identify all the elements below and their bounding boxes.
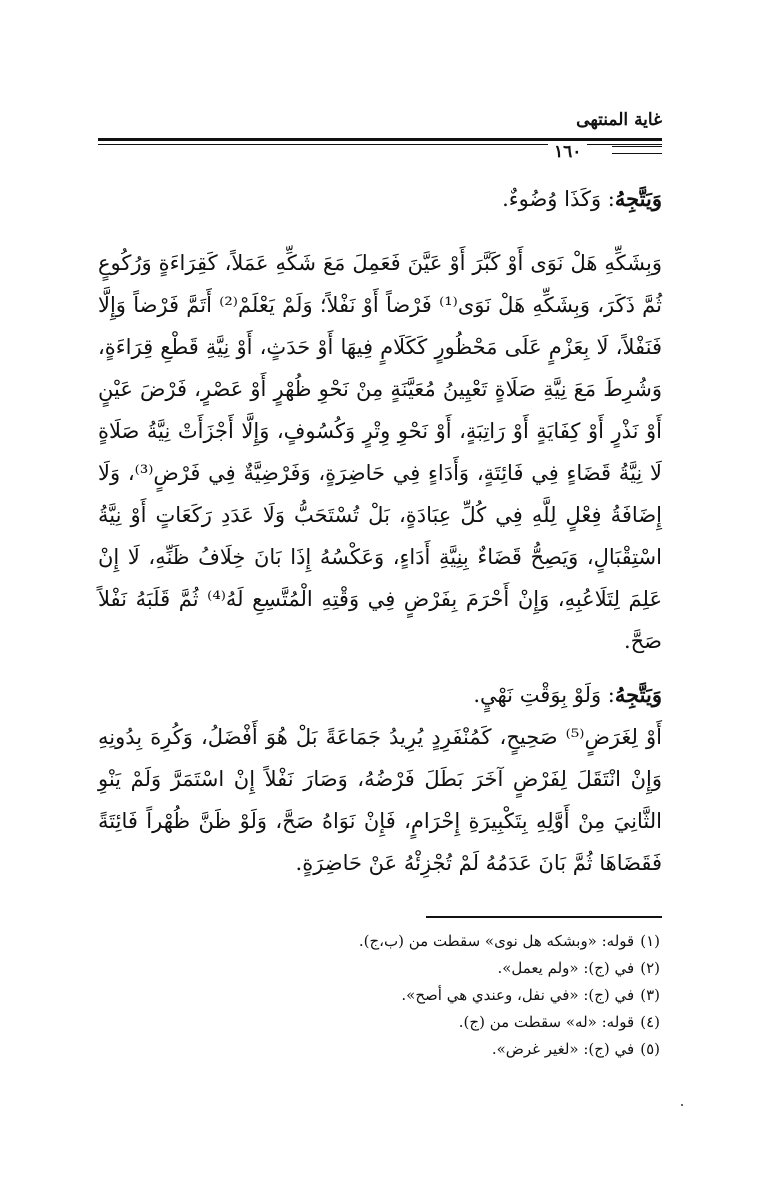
paragraph-2: أَوْ لِغَرَضٍ⁽⁵⁾ صَحِيحٍ، كَمُنْفَرِدٍ يُرِيدُ جَمَاعَةً بَلْ هُوَ أَفْضَلُ، وَكُرِهَ بِدُونِهِ وَإِنْ انْتَقَلَ لِفَرْضٍ آخَرَ بَطَلَ فَرْضُهُ، وَصَارَ نَفْلاً إِنْ اسْتَمَرَّ وَلَمْ يَنْوِ الثَّانِيَ مِنْ أَوَّلِهِ بِتَكْبِيرَةِ إِحْرَامٍ، فَإِنْ نَوَاهُ صَحَّ، وَلَوْ ظَنَّ ظُهْراً فَائِتَةً فَقَضَاهَا ثُمَّ بَانَ عَدَمُهُ لَمْ تُجْزِئْهُ عَنْ حَاضِرَةٍ. (98, 725, 662, 875)
footnote-item (100, 955, 660, 982)
footnote-text: قوله: «له» سقطت من (ج). (458, 1013, 635, 1031)
matn-label-1: وَيَتَّجِهُ (614, 186, 662, 211)
page-number-ornament (612, 146, 662, 154)
footnote-text: في (ج): «ولم يعمل». (497, 959, 635, 977)
footnotes (100, 928, 660, 1063)
page-number: ١٦٠ (548, 142, 587, 162)
footnote-number: (٢) (640, 959, 660, 977)
footnote-item (100, 1009, 660, 1036)
footnote-item (100, 928, 660, 955)
scan-speck (681, 1104, 683, 1106)
header-rule-thick (98, 138, 662, 141)
footnote-number: (٤) (640, 1013, 660, 1031)
footnote-text: في (ج): «في نفل، وعندي هي أصح». (401, 986, 635, 1004)
footnote-text: قوله: «وبشكه هل نوى» سقطت من (ب،ج). (358, 932, 635, 950)
matn-label-2: وَيَتَّجِهُ (614, 682, 662, 707)
matn-text-2: : وَلَوْ بِوَقْتِ نَهْيٍ. (473, 683, 615, 707)
matn-text-1: : وَكَذَا وُضُوءٌ. (502, 187, 615, 211)
running-head-title: غاية المنتهى (576, 110, 662, 130)
footnote-text: في (ج): «لغير غرض». (491, 1040, 635, 1058)
footnote-number: (٥) (640, 1040, 660, 1058)
footnote-item (100, 982, 660, 1009)
footnote-number: (١) (640, 932, 660, 950)
footnote-separator (426, 916, 662, 918)
matn-block-2 (98, 674, 662, 716)
paragraph-1: وَبِشَكِّهِ هَلْ نَوَى أَوْ كَبَّرَ أَوْ عَيَّنَ فَعَمِلَ مَعَ شَكِّهِ عَمَلاً، كَقِرَاءَةٍ وَرُكُوعٍ ثُمَّ ذَكَرَ، وَبِشَكِّهِ هَلْ نَوَى⁽¹⁾ فَرْضاً أَوْ نَفْلاً؛ وَلَمْ يَعْلَمْ⁽²⁾ أَتَمَّ فَرْضاً وَإِلَّا فَنَفْلاً، لَا بِعَزْمٍ عَلَى مَحْظُورٍ كَكَلَامٍ فِيهَا أَوْ حَدَثٍ، أَوْ نِيَّةِ قَطْعِ قِرَاءَةٍ، وَشُرِطَ مَعَ نِيَّةِ صَلَاةٍ تَعْيِينُ مُعَيَّنَةٍ مِنْ نَحْوِ ظُهْرٍ أَوْ عَصْرٍ، فَرْضَ عَيْنٍ أَوْ نَذْرٍ أَوْ كِفَايَةٍ أَوْ رَاتِبَةٍ، أَوْ نَحْوِ وِتْرٍ وَكُسُوفٍ، وَإِلَّا أَجْزَأَتْ نِيَّةُ صَلَاةٍ لَا نِيَّةُ قَضَاءٍ فِي فَائِتَةٍ، وَأَدَاءٍ فِي حَاضِرَةٍ، وَفَرْضِيَّةٌ فِي فَرْضٍ⁽³⁾، وَلَا إِضَافَةُ فِعْلٍ لِلَّهِ فِي كُلِّ عِبَادَةٍ، بَلْ تُسْتَحَبُّ وَلَا عَدَدِ رَكَعَاتٍ أَوْ نِيَّةُ اسْتِقْبَالٍ، وَيَصِحُّ قَضَاءٌ بِنِيَّةِ أَدَاءٍ، وَعَكْسُهُ إِذَا بَانَ خِلَافُ ظَنِّهِ، لَا إِنْ عَلِمَ لِتَلَاعُبِهِ، وَإِنْ أَحْرَمَ بِفَرْضٍ فِي وَقْتِهِ الْمُتَّسِعِ لَهُ⁽⁴⁾ ثُمَّ قَلَبَهُ نَفْلاً صَحَّ. (98, 251, 663, 653)
footnote-number: (٣) (640, 986, 660, 1004)
matn-block-1 (98, 178, 662, 220)
footnote-item (100, 1036, 660, 1063)
